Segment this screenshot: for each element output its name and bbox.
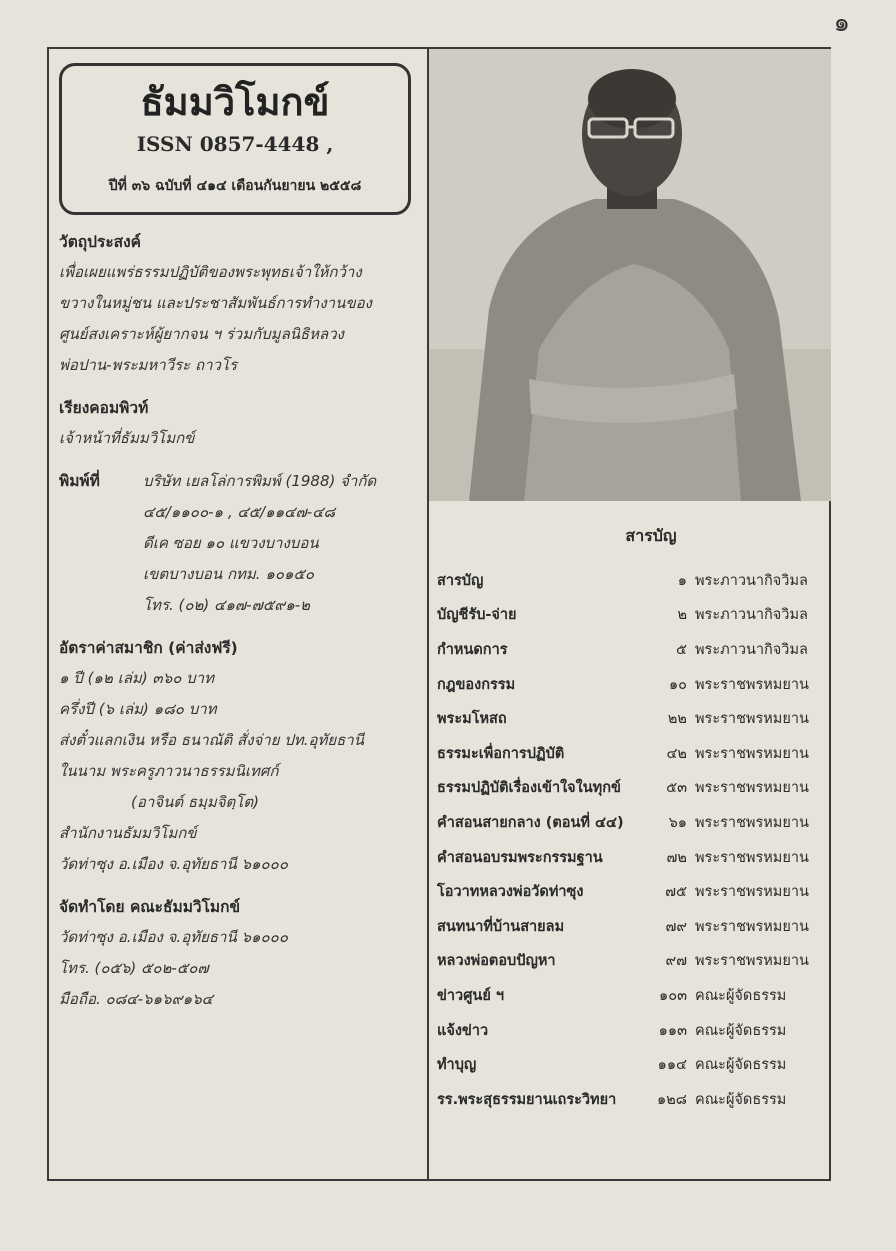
- membership-address-line: สำนักงานธัมมวิโมกข์: [59, 824, 197, 842]
- toc-item: บัญชีรับ-จ่าย: [437, 607, 517, 624]
- producer-line: โทร. (๐๕๖) ๕๐๒-๕๐๗: [59, 959, 209, 977]
- producer-section: [59, 892, 419, 1015]
- printer-line: ๔๕/๑๑๐๐-๑ , ๔๕/๑๑๔๗-๔๘: [143, 503, 336, 521]
- toc-author: คณะผู้จัดธรรม: [695, 987, 787, 1004]
- toc-page: ๗๙: [665, 918, 687, 935]
- membership-line: ในนาม พระครูภาวนาธรรมนิเทศก์: [59, 762, 279, 780]
- toc-row[interactable]: [437, 805, 821, 840]
- toc-row[interactable]: [437, 701, 821, 736]
- left-column: [59, 63, 419, 1015]
- toc-author: พระราชพรหมยาน: [695, 884, 809, 901]
- toc-page: ๑๑๔: [657, 1057, 687, 1074]
- toc-item: ธรรมปฏิบัติเรื่องเข้าใจในทุกข์: [437, 780, 621, 797]
- toc-item: หลวงพ่อตอบปัญหา: [437, 953, 556, 970]
- toc-page: ๒๒: [667, 711, 687, 728]
- membership-section: [59, 633, 419, 880]
- toc-author: พระราชพรหมยาน: [695, 676, 809, 693]
- printer-section: [59, 466, 419, 621]
- toc-author: พระภาวนากิจวิมล: [695, 607, 808, 624]
- toc-item: รร.พระสุธรรมยานเถระวิทยา: [437, 1091, 617, 1108]
- toc-row[interactable]: [437, 1047, 821, 1082]
- toc-page: ๗๒: [666, 849, 687, 866]
- toc-page: ๒: [677, 607, 687, 624]
- toc-page: ๑๐: [668, 676, 687, 693]
- toc-item: สารบัญ: [437, 572, 484, 589]
- toc-author: คณะผู้จัดธรรม: [695, 1022, 787, 1039]
- toc-page: ๕: [676, 641, 687, 658]
- toc-page: ๑: [677, 572, 687, 589]
- toc-row[interactable]: [437, 944, 821, 979]
- masthead-box: [59, 63, 411, 215]
- toc-item: โอวาทหลวงพ่อวัดท่าซุง: [437, 884, 584, 901]
- toc-row[interactable]: [437, 598, 821, 633]
- toc-item: คำสอนสายกลาง (ตอนที่ ๔๔): [437, 814, 624, 831]
- monk-portrait-photo: [429, 49, 831, 501]
- toc-author: พระราชพรหมยาน: [695, 918, 809, 935]
- page-number: ๑: [833, 8, 850, 38]
- producer-line: วัดท่าซุง อ.เมือง จ.อุทัยธานี ๖๑๐๐๐: [59, 928, 288, 946]
- printer-line: เขตบางบอน กทม. ๑๐๑๕๐: [143, 565, 315, 583]
- toc-row[interactable]: [437, 1082, 821, 1117]
- toc-row[interactable]: [437, 1013, 821, 1048]
- membership-indented-line: (อาจินต์ ธมฺมจิตฺโต): [131, 793, 259, 811]
- membership-line: ครึ่งปี (๖ เล่ม) ๑๘๐ บาท: [59, 700, 217, 718]
- toc-page: ๗๕: [665, 884, 687, 901]
- toc-author: พระราชพรหมยาน: [695, 814, 809, 831]
- toc-item: สนทนาที่บ้านสายลม: [437, 918, 565, 935]
- objective-line: เพื่อเผยแพร่ธรรมปฏิบัติของพระพุทธเจ้าให้กว้าง: [59, 263, 362, 281]
- toc-item: ข่าวศูนย์ ฯ: [437, 987, 504, 1004]
- membership-line: ส่งตั๋วแลกเงิน หรือ ธนาณัติ สั่งจ่าย ปท.อุทัยธานี: [59, 731, 364, 749]
- producer-heading: จัดทำโดย คณะธัมมวิโมกข์: [59, 898, 241, 916]
- toc-item: ทำบุญ: [437, 1057, 477, 1074]
- issn: ISSN 0857-4448 ,: [136, 132, 334, 156]
- toc-row[interactable]: [437, 978, 821, 1013]
- table-of-contents: [437, 521, 821, 1117]
- printer-label: พิมพ์ที่: [59, 472, 100, 490]
- journal-title: ธัมมวิโมกข์: [140, 79, 330, 124]
- toc-row[interactable]: [437, 840, 821, 875]
- toc-page: ๑๐๓: [659, 987, 687, 1004]
- toc-author: คณะผู้จัดธรรม: [695, 1057, 787, 1074]
- toc-item: คำสอนอบรมพระกรรมฐาน: [437, 849, 603, 866]
- membership-heading: อัตราค่าสมาชิก (ค่าส่งฟรี): [59, 639, 238, 657]
- content-frame: [47, 47, 831, 1181]
- toc-row[interactable]: [437, 874, 821, 909]
- toc-author: พระภาวนากิจวิมล: [695, 572, 808, 589]
- toc-row[interactable]: [437, 632, 821, 667]
- toc-row[interactable]: [437, 736, 821, 771]
- toc-author: พระภาวนากิจวิมล: [695, 641, 808, 658]
- toc-row[interactable]: [437, 909, 821, 944]
- objective-section: [59, 227, 419, 381]
- toc-page: ๔๒: [666, 745, 687, 762]
- toc-item: กฎของกรรม: [437, 676, 516, 693]
- monk-portrait-illustration: [429, 49, 831, 501]
- toc-author: พระราชพรหมยาน: [695, 711, 809, 728]
- toc-item: ธรรมะเพื่อการปฏิบัติ: [437, 745, 565, 762]
- toc-author: พระราชพรหมยาน: [695, 745, 809, 762]
- toc-author: พระราชพรหมยาน: [695, 780, 809, 797]
- toc-row[interactable]: [437, 667, 821, 702]
- toc-item: พระมโหสถ: [437, 711, 507, 728]
- toc-title: สารบัญ: [625, 526, 677, 545]
- membership-line: ๑ ปี (๑๒ เล่ม) ๓๖๐ บาท: [59, 669, 214, 687]
- producer-line: มือถือ. ๐๘๔-๖๑๖๙๑๖๔: [59, 990, 213, 1008]
- toc-author: คณะผู้จัดธรรม: [695, 1091, 787, 1108]
- printer-line: บริษัท เยลโล่การพิมพ์ (1988) จำกัด: [143, 472, 377, 490]
- toc-author: พระราชพรหมยาน: [695, 953, 809, 970]
- toc-page: ๖๑: [668, 814, 687, 831]
- membership-address-line: วัดท่าซุง อ.เมือง จ.อุทัยธานี ๖๑๐๐๐: [59, 855, 288, 873]
- objective-line: ขวางในหมู่ชน และประชาสัมพันธ์การทำงานของ: [59, 294, 372, 312]
- toc-page: ๑๒๘: [657, 1091, 687, 1108]
- issue-info: ปีที่ ๓๖ ฉบับที่ ๔๑๔ เดือนกันยายน ๒๕๕๘: [108, 178, 362, 194]
- printer-line: ดีเค ซอย ๑๐ แขวงบางบอน: [143, 534, 319, 552]
- compiler-line: เจ้าหน้าที่ธัมมวิโมกข์: [59, 429, 195, 447]
- toc-row[interactable]: [437, 771, 821, 806]
- toc-page: ๙๗: [665, 953, 687, 970]
- toc-page: ๕๓: [666, 780, 687, 797]
- toc-row[interactable]: [437, 563, 821, 598]
- compiler-heading: เรียงคอมพิวท์: [59, 399, 149, 417]
- printer-lines: [143, 466, 419, 621]
- toc-page: ๑๑๓: [658, 1022, 687, 1039]
- objective-line: พ่อปาน-พระมหาวีระ ถาวโร: [59, 356, 238, 374]
- compiler-section: [59, 393, 419, 454]
- objective-line: ศูนย์สงเคราะห์ผู้ยากจน ฯ ร่วมกับมูลนิธิหลวง: [59, 325, 344, 343]
- toc-item: กำหนดการ: [437, 641, 508, 658]
- objective-heading: วัตถุประสงค์: [59, 233, 142, 251]
- toc-author: พระราชพรหมยาน: [695, 849, 809, 866]
- toc-item: แจ้งข่าว: [437, 1022, 489, 1039]
- printer-line: โทร. (๐๒) ๔๑๗-๗๕๙๑-๒: [143, 596, 311, 614]
